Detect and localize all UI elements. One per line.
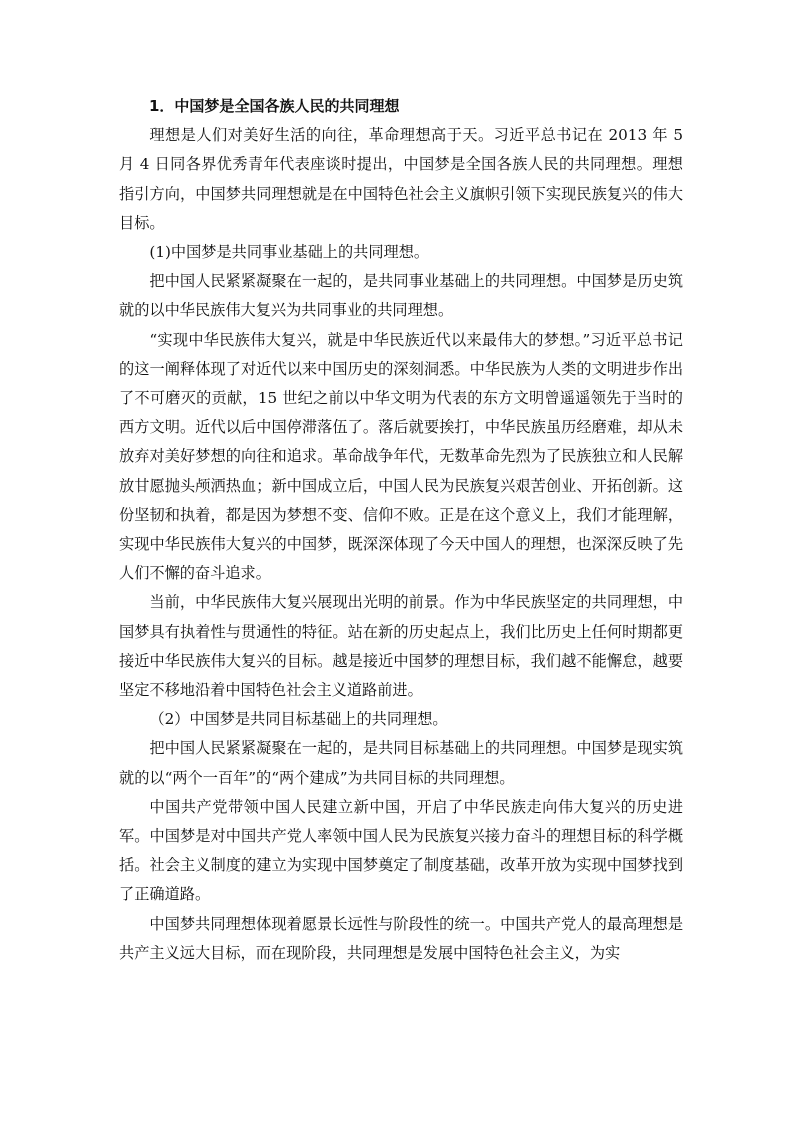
paragraph-common-cause: 把中国人民紧紧凝聚在一起的，是共同事业基础上的共同理想。中国梦是历史筑就的以中华民族伟大复兴为共同事业的共同理想。 [119, 272, 683, 320]
paragraph-party-leadership: 中国共产党带领中国人民建立新中国，开启了中华民族走向伟大复兴的历史进军。中国梦是对中国共产党人率领中国人民为民族复兴接力奋斗的理想目标的科学概括。社会主义制度的建立为实现中国梦奠定了制度基础，改革开放为实现中国梦找到了正确道路。 [119, 797, 683, 904]
subheading-common-cause: (1)中国梦是共同事业基础上的共同理想。 [149, 243, 430, 262]
section-heading: 1．中国梦是全国各族人民的共同理想 [149, 97, 400, 115]
document-body [119, 92, 683, 968]
paragraph-historical-review: “实现中华民族伟大复兴，就是中华民族近代以来最伟大的梦想。”习近平总书记的这一阐释体现了对近代以来中国历史的深刻洞悉。中华民族为人类的文明进步作出了不可磨灭的贡献，15 世纪之前以中华文明为代表的东方文明曾遥遥领先于当时的西方文明。近代以后中国停滞落伍了。落后就要挨打，中华民族虽历经磨难，却从未放弃对美好梦想的向往和追求。革命战争年代，无数革命先烈为了民族独立和人民解放甘愿抛头颅洒热血；新中国成立后，中国人民为民族复兴艰苦创业、开拓创新。这份坚韧和执着，都是因为梦想不变、信仰不败。正是在这个意义上，我们才能理解，实现中华民族伟大复兴的中国梦，既深深体现了今天中国人的理想，也深深反映了先人们不懈的奋斗追求。 [119, 330, 683, 583]
paragraph-vision-unity: 中国梦共同理想体现着愿景长远性与阶段性的统一。中国共产党人的最高理想是共产主义远大目标，而在现阶段，共同理想是发展中国特色社会主义，为实 [119, 914, 683, 962]
subheading-common-goal: （2）中国梦是共同目标基础上的共同理想。 [149, 710, 448, 729]
paragraph-ideal-definition: 理想是人们对美好生活的向往，革命理想高于天。习近平总书记在 2013 年 5 月 4 日同各界优秀青年代表座谈时提出，中国梦是全国各族人民的共同理想。理想指引方向，中国梦共同理想就是在中国特色社会主义旗帜引领下实现民族复兴的伟大目标。 [119, 126, 683, 232]
paragraph-common-goal: 把中国人民紧紧凝聚在一起的，是共同目标基础上的共同理想。中国梦是现实筑就的以“两个一百年”的“两个建成”为共同目标的共同理想。 [119, 739, 683, 787]
paragraph-current-prospect: 当前，中华民族伟大复兴展现出光明的前景。作为中华民族坚定的共同理想，中国梦具有执着性与贯通性的特征。站在新的历史起点上，我们比历史上任何时期都更接近中华民族伟大复兴的目标。越是接近中国梦的理想目标，我们越不能懈怠，越要坚定不移地沿着中国特色社会主义道路前进。 [119, 593, 683, 700]
